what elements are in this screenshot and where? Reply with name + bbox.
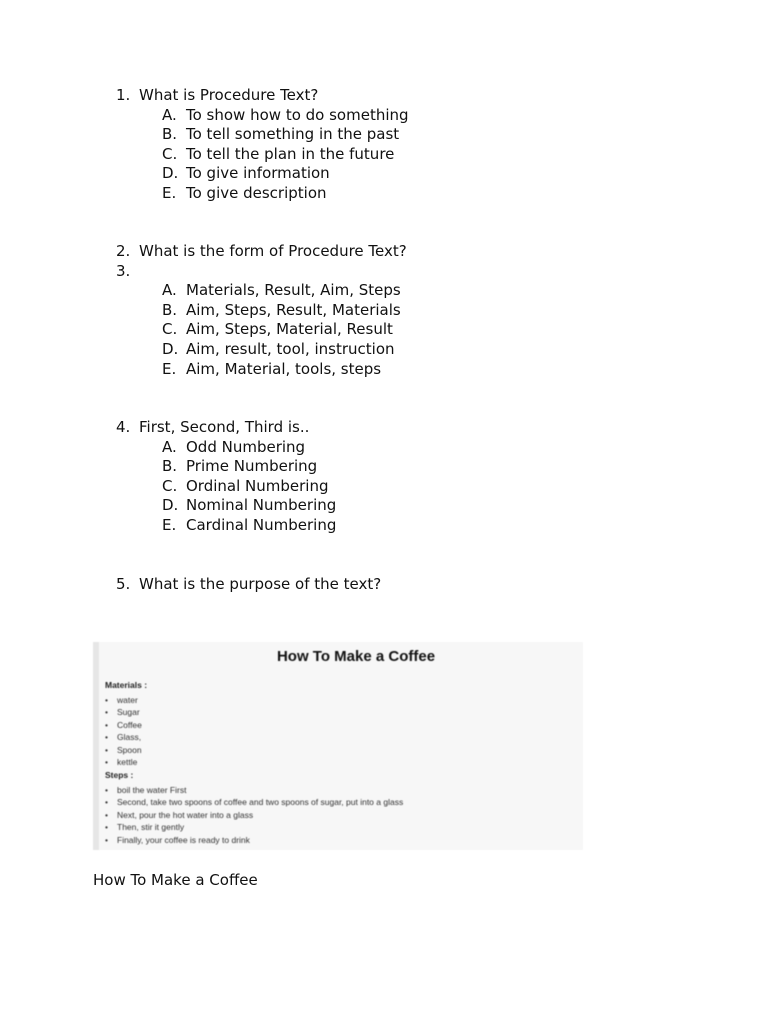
coffee-recipe-image: [93, 642, 583, 850]
list-item: • Sugar: [105, 706, 142, 718]
list-item: • Coffee: [105, 719, 142, 731]
question-text: What is Procedure Text?: [139, 86, 319, 104]
question-number: 5.: [116, 575, 131, 593]
option: C. Aim, Steps, Material, Result: [162, 320, 393, 339]
option: A. Odd Numbering: [162, 437, 306, 456]
option: B. Prime Numbering: [162, 457, 318, 476]
option: B. To tell something in the past: [162, 125, 400, 144]
steps-heading: Steps :: [105, 770, 134, 780]
list-item: • kettle: [105, 756, 142, 768]
list-item: • boil the water First: [105, 784, 403, 796]
question-number: 4.: [116, 418, 131, 436]
list-item: • Then, stir it gently: [105, 821, 403, 833]
option: C. Ordinal Numbering: [162, 476, 329, 495]
materials-heading: Materials :: [105, 680, 148, 690]
question-number: 3.: [116, 261, 131, 280]
question-1: [116, 86, 318, 106]
option: D. Nominal Numbering: [162, 496, 337, 515]
option: D. Aim, result, tool, instruction: [162, 339, 395, 358]
option: A. To show how to do something: [162, 105, 409, 124]
list-item: • Glass,: [105, 731, 142, 743]
question-5: [116, 575, 381, 595]
question-2: [116, 242, 407, 281]
question-2-options: [162, 281, 401, 379]
question-4-options: [162, 438, 336, 536]
question-text: First, Second, Third is..: [139, 418, 310, 436]
list-item: • water: [105, 694, 142, 706]
figure-title: How To Make a Coffee: [276, 648, 436, 665]
figure-caption: How To Make a Coffee: [93, 871, 258, 889]
list-item: • Second, take two spoons of coffee and two spoons of sugar, put into a glass: [105, 796, 403, 808]
list-item: • Next, pour the hot water into a glass: [105, 809, 403, 821]
materials-list: [105, 694, 142, 768]
question-number: 2.: [116, 242, 131, 260]
option: E. To give description: [162, 183, 327, 202]
option: E. Aim, Material, tools, steps: [162, 359, 382, 378]
option: C. To tell the plan in the future: [162, 144, 395, 163]
question-text: What is the purpose of the text?: [139, 575, 382, 593]
question-number: 1.: [116, 86, 131, 104]
option: E. Cardinal Numbering: [162, 515, 337, 534]
question-1-options: [162, 106, 409, 204]
question-text: What is the form of Procedure Text?: [139, 242, 407, 260]
option: D. To give information: [162, 164, 330, 183]
list-item: • Spoon: [105, 744, 142, 756]
option: B. Aim, Steps, Result, Materials: [162, 300, 401, 319]
option: A. Materials, Result, Aim, Steps: [162, 281, 401, 300]
question-4: [116, 418, 309, 438]
steps-list: [105, 784, 403, 846]
list-item: • Finally, your coffee is ready to drink: [105, 834, 403, 846]
